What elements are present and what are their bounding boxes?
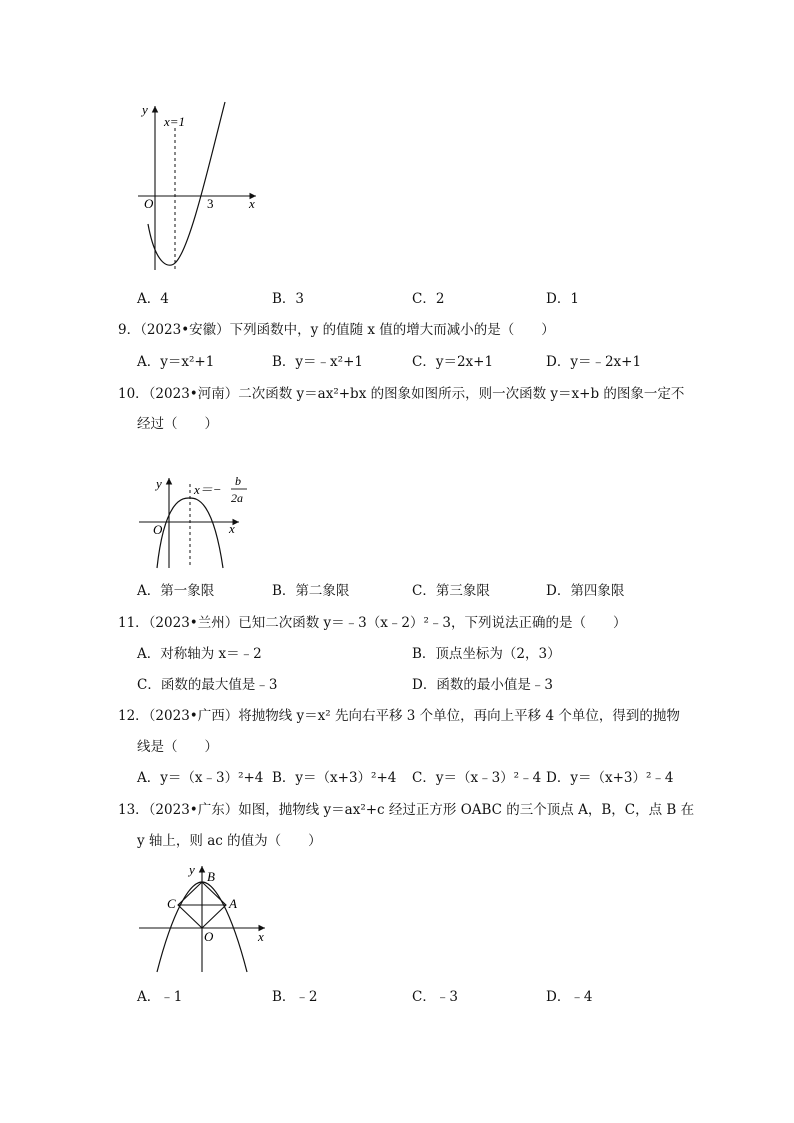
q8-option-a[interactable]: A．4 <box>137 291 169 307</box>
q8-parabola <box>148 102 225 265</box>
q10-frac-num: b <box>235 474 241 488</box>
q8-graph <box>130 100 270 275</box>
q8-option-b[interactable]: B．3 <box>272 291 305 307</box>
q13-option-c[interactable]: C．﹣3 <box>412 989 458 1005</box>
q11-option-b[interactable]: B．顶点坐标为（2，3） <box>412 646 561 662</box>
q12-option-b[interactable]: B．y＝（x+3）²+4 <box>272 770 397 786</box>
q10-y-label: y <box>156 476 162 491</box>
q12-stem-line1: 12．（2023•广西）将抛物线 y＝x² 先向右平移 3 个单位，再向上平移 4 个单位，得到的抛物 <box>118 708 680 724</box>
q10-option-b[interactable]: B．第二象限 <box>272 583 350 599</box>
q8-symmetry-label: x=1 <box>164 114 186 129</box>
q8-option-d[interactable]: D．1 <box>546 291 579 307</box>
q13-point-a-label: A <box>229 896 237 911</box>
q12-option-a[interactable]: A．y＝（x﹣3）²+4 <box>137 770 264 786</box>
q13-x-label: x <box>258 929 264 944</box>
q10-origin-label: O <box>153 522 163 537</box>
q8-option-c[interactable]: C．2 <box>412 291 445 307</box>
q13-stem-line1: 13．（2023•广东）如图，抛物线 y＝ax²+c 经过正方形 OABC 的三个顶点 A，B，C，点 B 在 <box>118 802 695 818</box>
q10-option-c[interactable]: C．第三象限 <box>412 583 490 599</box>
q12-stem-line2: 线是（ ） <box>137 739 218 755</box>
q9-option-c[interactable]: C．y＝2x+1 <box>412 354 494 370</box>
q10-symmetry-label: x＝− <box>194 482 222 497</box>
q8-origin-label: O <box>144 196 154 211</box>
q8-y-label: y <box>142 102 148 117</box>
q13-point-c-label: C <box>167 896 176 911</box>
q8-x-label: x <box>249 196 255 211</box>
q9-option-d[interactable]: D．y＝﹣2x+1 <box>546 354 642 370</box>
q13-option-a[interactable]: A．﹣1 <box>137 989 183 1005</box>
q8-intercept-label: 3 <box>207 196 214 211</box>
q13-graph <box>135 860 275 975</box>
q12-option-c[interactable]: C．y＝（x﹣3）²﹣4 <box>412 770 542 786</box>
q10-frac-den: 2a <box>231 491 243 505</box>
q13-y-label: y <box>189 862 195 877</box>
q10-stem-line2: 经过（ ） <box>137 416 218 432</box>
q13-point-b-label: B <box>207 869 215 884</box>
q10-option-d[interactable]: D．第四象限 <box>546 583 625 599</box>
q11-option-c[interactable]: C．函数的最大值是﹣3 <box>137 677 278 693</box>
q9-option-b[interactable]: B．y＝﹣x²+1 <box>272 354 363 370</box>
q11-option-a[interactable]: A．对称轴为 x＝﹣2 <box>137 646 262 662</box>
q11-stem: 11．（2023•兰州）已知二次函数 y＝﹣3（x﹣2）²﹣3，下列说法正确的是（ ） <box>118 615 627 631</box>
q10-stem-line1: 10．（2023•河南）二次函数 y＝ax²+bx 的图象如图所示，则一次函数 y＝x+b 的图象一定不 <box>118 386 685 402</box>
q12-option-d[interactable]: D．y＝（x+3）²﹣4 <box>546 770 674 786</box>
q10-graph <box>135 470 250 570</box>
q10-option-a[interactable]: A．第一象限 <box>137 583 215 599</box>
q13-origin-label: O <box>204 929 214 944</box>
q11-option-d[interactable]: D．函数的最小值是﹣3 <box>412 677 553 693</box>
q13-stem-line2: y 轴上，则 ac 的值为（ ） <box>137 833 322 849</box>
q9-stem: 9．（2023•安徽）下列函数中，y 的值随 x 值的增大而减小的是（ ） <box>118 322 555 338</box>
q13-option-b[interactable]: B．﹣2 <box>272 989 318 1005</box>
q9-option-a[interactable]: A．y＝x²+1 <box>137 354 215 370</box>
q10-x-label: x <box>229 521 235 536</box>
q13-option-d[interactable]: D．﹣4 <box>546 989 593 1005</box>
